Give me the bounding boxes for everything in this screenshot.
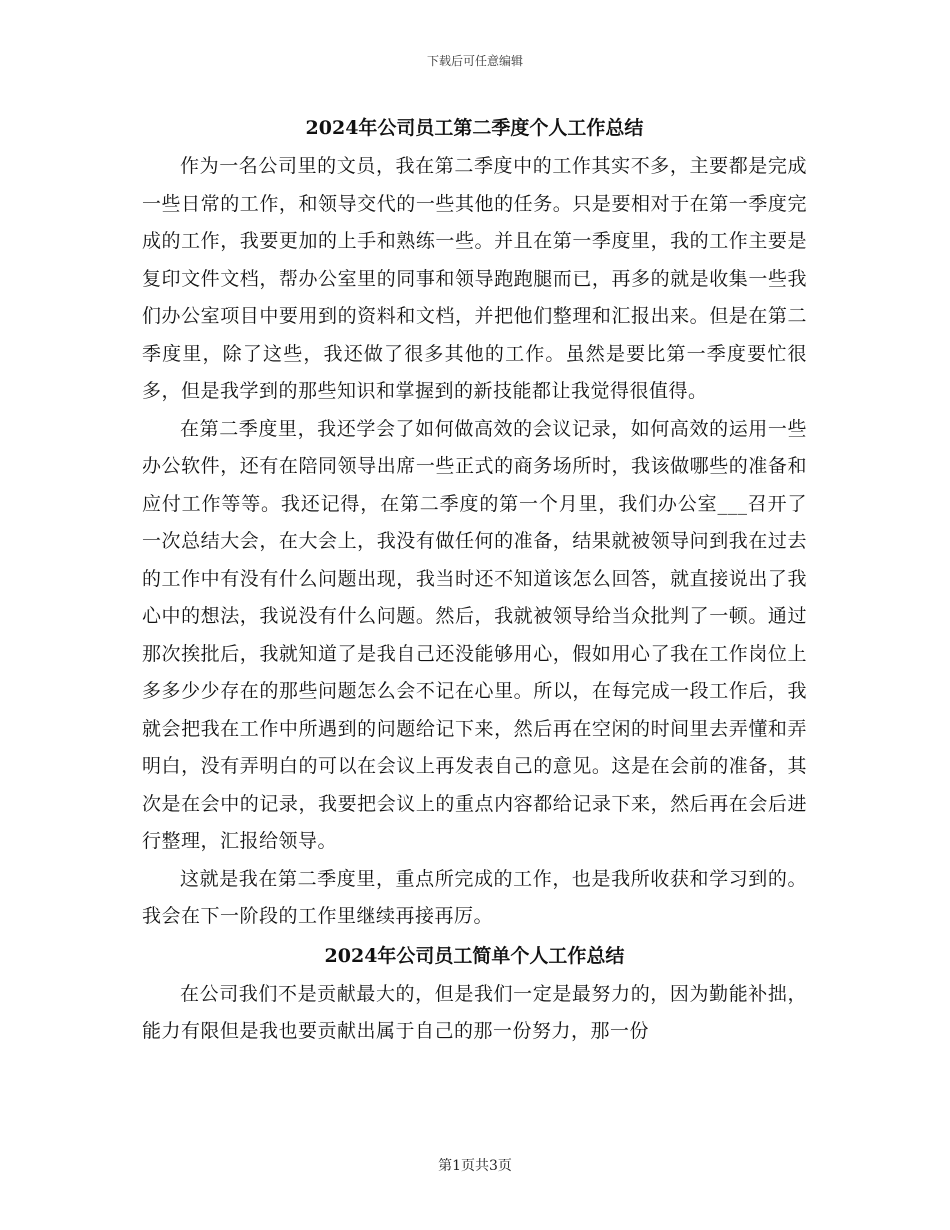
paragraph-q2-meetings: 在第二季度里，我还学会了如何做高效的会议记录，如何高效的运用一些办公软件，还有在陪同领导出席一些正式的商务场所时，我该做哪些的准备和应付工作等等。我还记得，在第二季度的第一个月里，我们办公室___召开了一次总结大会，在大会上，我没有做任何的准备，结果就被领导问到我在过去的工作中有没有什么问题出现，我当时还不知道该怎么回答，就直接说出了我心中的想法，我说没有什么问题。然后，我就被领导给当众批判了一顿。通过那次挨批后，我就知道了是我自己还没能够用心，假如用心了我在工作岗位上多多少少存在的那些问题怎么会不记在心里。所以，在每完成一段工作后，我就会把我在工作中所遇到的问题给记下来，然后再在空闲的时间里去弄懂和弄明白，没有弄明白的可以在会议上再发表自己的意见。这是在会前的准备，其次是在会中的记录，我要把会议上的重点内容都给记录下来，然后再在会后进行整理，汇报给领导。	[142, 417, 807, 852]
section-title-q2: 2024年公司员工第二季度个人工作总结	[305, 117, 644, 139]
paragraph-q2-intro: 作为一名公司里的文员，我在第二季度中的工作其实不多，主要都是完成一些日常的工作，和领导交代的一些其他的任务。只是要相对于在第一季度完成的工作，我要更加的上手和熟练一些。并且在第一季度里，我的工作主要是复印文件文档，帮办公室里的同事和领导跑跑腿而已，再多的就是收集一些我们办公室项目中要用到的资料和文档，并把他们整理和汇报出来。但是在第二季度里，除了这些，我还做了很多其他的工作。虽然是要比第一季度要忙很多，但是我学到的那些知识和掌握到的新技能都让我觉得很值得。	[142, 155, 807, 402]
paragraph-q2-conclusion: 这就是我在第二季度里，重点所完成的工作，也是我所收获和学习到的。我会在下一阶段的工作里继续再接再厉。	[142, 867, 807, 927]
page-number-footer: 第1页共3页	[438, 1158, 512, 1174]
paragraph-simple-intro: 在公司我们不是贡献最大的，但是我们一定是最努力的，因为勤能补拙，能力有限但是我也要贡献出属于自己的那一份努力，那一份	[142, 982, 807, 1042]
header-note: 下载后可任意编辑	[426, 54, 523, 68]
section-title-simple: 2024年公司员工简单个人工作总结	[324, 944, 625, 967]
document-body	[142, 108, 807, 1051]
